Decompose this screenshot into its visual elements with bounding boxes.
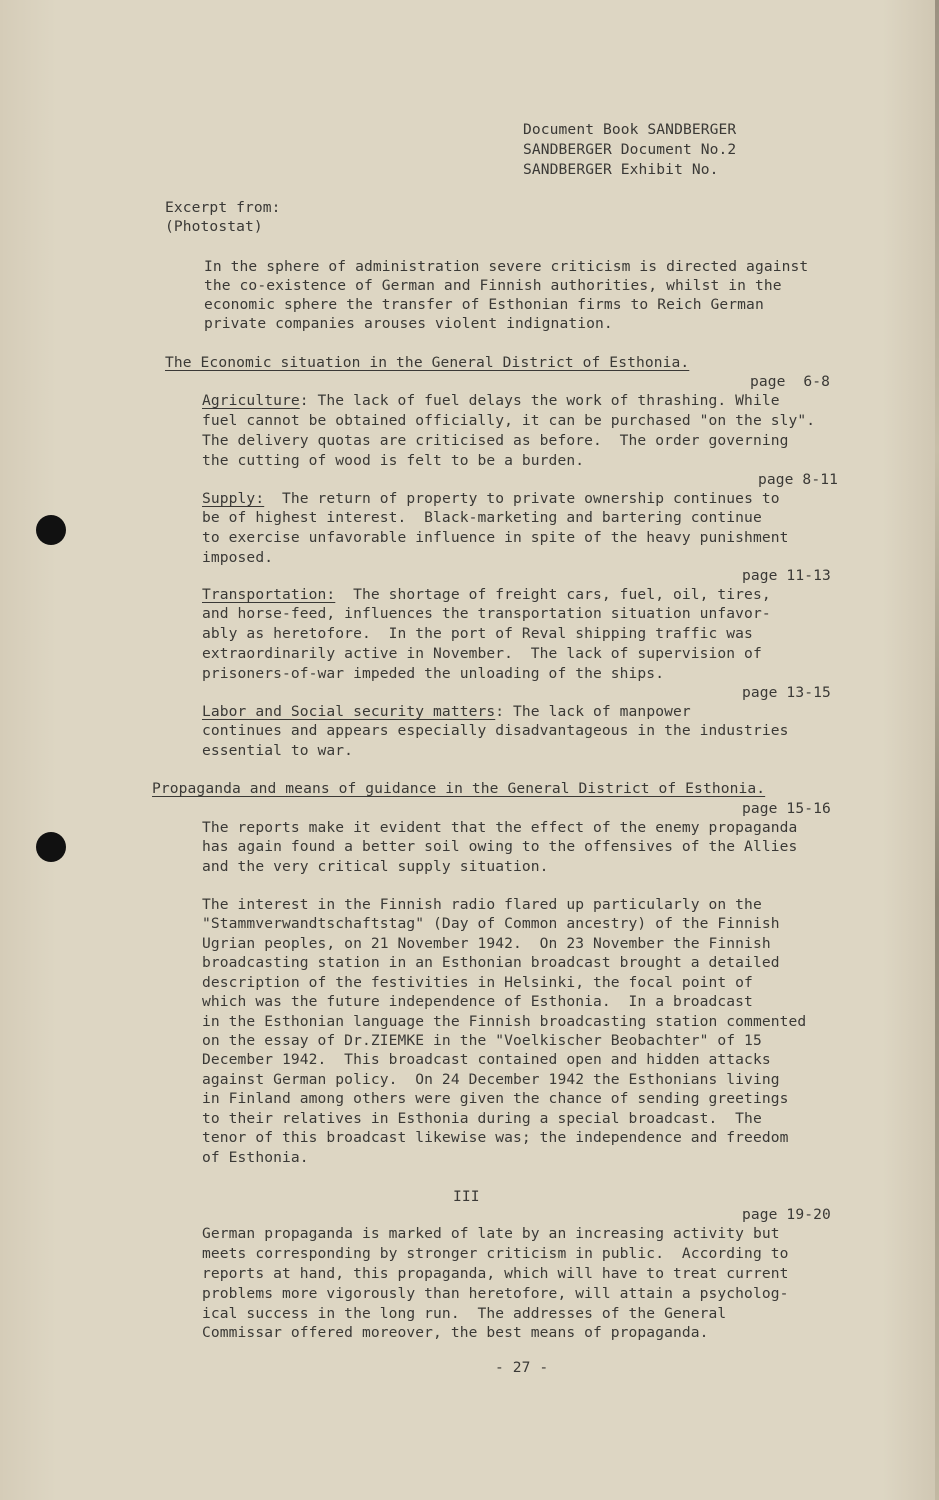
propaganda-para1-line: has again found a better soil owing to the offensives of the Allies	[202, 838, 798, 855]
excerpt-label: Excerpt from:	[165, 199, 281, 216]
labor-line: essential to war.	[202, 742, 354, 759]
header-line-2: SANDBERGER Document No.2	[523, 141, 737, 158]
propaganda-para2-line: tenor of this broadcast likewise was; the independence and freedom	[202, 1129, 789, 1146]
page-ref-section3: page 19-20	[742, 1206, 831, 1223]
supply-text: The return of property to private ownership continues to	[264, 490, 780, 507]
transportation-line: extraordinarily active in November. The lack of supervision of	[202, 645, 762, 662]
propaganda-para2-line: December 1942. This broadcast contained open and hidden attacks	[202, 1051, 771, 1068]
transportation-line: prisoners-of-war impeded the unloading of the ships.	[202, 665, 665, 682]
header-line-3: SANDBERGER Exhibit No.	[523, 161, 719, 178]
intro-line: In the sphere of administration severe criticism is directed against	[204, 258, 809, 275]
intro-line: private companies arouses violent indignation.	[204, 315, 613, 332]
section3-line: problems more vigorously than heretofore, will attain a psycholog-	[202, 1285, 789, 1302]
propaganda-para2-line: in Finland among others were given the chance of sending greetings	[202, 1090, 789, 1107]
agriculture-line: the cutting of wood is felt to be a burden.	[202, 452, 585, 469]
supply-line: to exercise unfavorable influence in spite of the heavy punishment	[202, 529, 789, 546]
supply-label: Supply:	[202, 490, 265, 507]
punch-hole-bottom	[36, 832, 66, 862]
labor-line: continues and appears especially disadvantageous in the industries	[202, 722, 789, 739]
supply-line: be of highest interest. Black-marketing and bartering continue	[202, 509, 762, 526]
section3-line: reports at hand, this propaganda, which will have to treat current	[202, 1265, 789, 1282]
propaganda-para2-line: of Esthonia.	[202, 1149, 309, 1166]
excerpt-source: (Photostat)	[165, 218, 263, 235]
section-numeral: III	[453, 1188, 480, 1205]
labor-text: : The lack of manpower	[495, 703, 691, 720]
propaganda-para2-line: against German policy. On 24 December 1942 the Esthonians living	[202, 1071, 780, 1088]
supply-line: imposed.	[202, 549, 274, 566]
agriculture-line: The delivery quotas are criticised as before. The order governing	[202, 432, 789, 449]
section3-line: ical success in the long run. The addresses of the General	[202, 1305, 727, 1322]
intro-line: the co-existence of German and Finnish authorities, whilst in the	[204, 277, 782, 294]
transportation-line: and horse-feed, influences the transportation situation unfavor-	[202, 605, 771, 622]
propaganda-para2-line: "Stammverwandtschaftstag" (Day of Common ancestry) of the Finnish	[202, 915, 780, 932]
labor-line-1	[202, 702, 691, 722]
paper-edge	[935, 0, 939, 1500]
header-line-1: Document Book SANDBERGER	[523, 121, 737, 138]
page-ref-supply: page 8-11	[758, 471, 838, 488]
page-ref-labor: page 13-15	[742, 684, 831, 701]
section3-line: Commissar offered moreover, the best means of propaganda.	[202, 1324, 709, 1341]
propaganda-para2-line: which was the future independence of Esthonia. In a broadcast	[202, 993, 753, 1010]
punch-hole-top	[36, 515, 66, 545]
section3-line: German propaganda is marked of late by an increasing activity but	[202, 1225, 780, 1242]
agriculture-line-1	[202, 391, 780, 411]
propaganda-para1-line: The reports make it evident that the effect of the enemy propaganda	[202, 819, 798, 836]
transportation-line: ably as heretofore. In the port of Reval shipping traffic was	[202, 625, 753, 642]
page-ref-agriculture: page 6-8	[750, 373, 830, 390]
supply-line-1	[202, 489, 780, 509]
propaganda-para2-line: to their relatives in Esthonia during a special broadcast. The	[202, 1110, 762, 1127]
propaganda-para2-line: broadcasting station in an Esthonian broadcast brought a detailed	[202, 954, 780, 971]
labor-label: Labor and Social security matters	[202, 703, 496, 720]
intro-line: economic sphere the transfer of Esthonian firms to Reich German	[204, 296, 764, 313]
page-number: - 27 -	[495, 1359, 549, 1376]
propaganda-para2-line: on the essay of Dr.ZIEMKE in the "Voelkischer Beobachter" of 15	[202, 1032, 762, 1049]
propaganda-para1-line: and the very critical supply situation.	[202, 858, 549, 875]
agriculture-line: fuel cannot be obtained officially, it can be purchased "on the sly".	[202, 412, 816, 429]
agriculture-text: : The lack of fuel delays the work of thrashing. While	[299, 392, 780, 409]
transportation-line-1	[202, 585, 771, 605]
propaganda-para2-line: description of the festivities in Helsinki, the focal point of	[202, 974, 753, 991]
page-ref-transportation: page 11-13	[742, 567, 831, 584]
page-ref-propaganda: page 15-16	[742, 800, 831, 817]
propaganda-para2-line: Ugrian peoples, on 21 November 1942. On 23 November the Finnish	[202, 935, 771, 952]
propaganda-para2-line: in the Esthonian language the Finnish broadcasting station commented	[202, 1013, 807, 1030]
agriculture-label: Agriculture	[202, 392, 300, 409]
propaganda-heading: Propaganda and means of guidance in the General District of Esthonia.	[152, 780, 766, 797]
transportation-text: The shortage of freight cars, fuel, oil, tires,	[335, 586, 771, 603]
section3-line: meets corresponding by stronger criticism in public. According to	[202, 1245, 789, 1262]
economic-heading: The Economic situation in the General District of Esthonia.	[165, 354, 690, 371]
transportation-label: Transportation:	[202, 586, 336, 603]
propaganda-para2-line: The interest in the Finnish radio flared up particularly on the	[202, 896, 762, 913]
